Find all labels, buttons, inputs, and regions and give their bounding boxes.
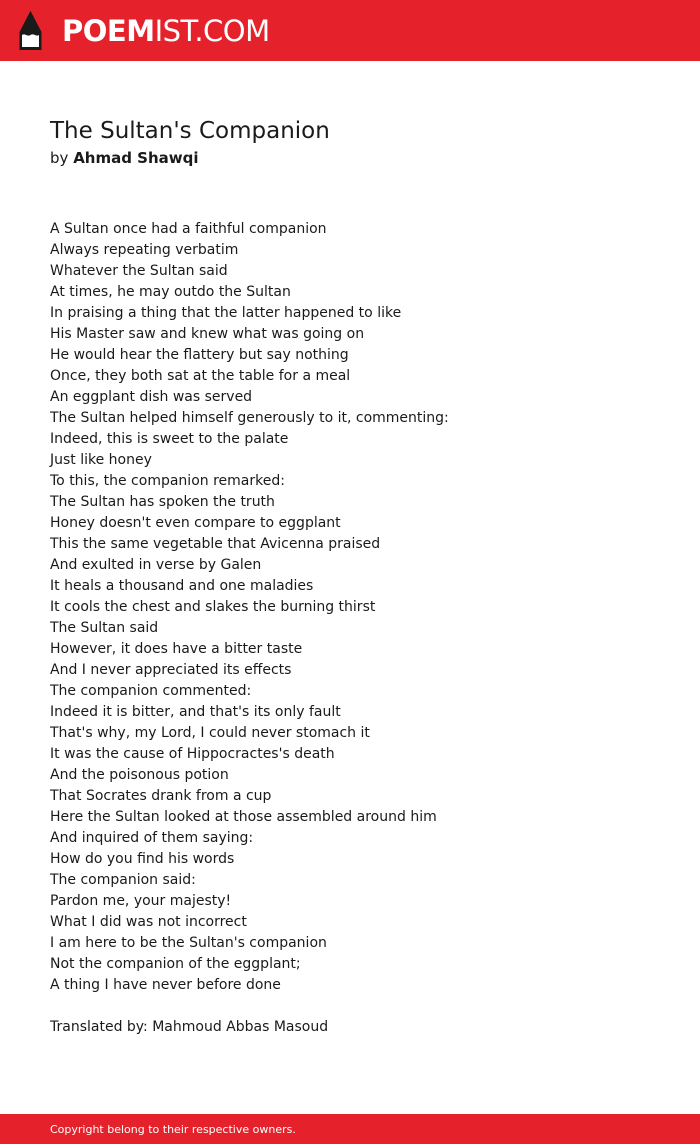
poem-line: Indeed, this is sweet to the palate [50,431,289,447]
poem-line: Honey doesn't even compare to eggplant [50,515,341,531]
poem-line: And I never appreciated its effects [50,662,292,678]
poem-line: The Sultan helped himself generously to it, commenting: [50,410,449,426]
poem-line: Always repeating verbatim [50,242,239,258]
site-header [0,0,700,61]
poem-line: The companion said: [50,872,196,888]
poem-line: However, it does have a bitter taste [50,641,303,657]
poem-line: Not the companion of the eggplant; [50,956,301,972]
poem-title: The Sultan's Companion [50,118,330,144]
site-footer [0,1114,700,1144]
poem-line: I am here to be the Sultan's companion [50,935,327,951]
poem-line: And exulted in verse by Galen [50,557,262,573]
poem-line: A thing I have never before done [50,977,281,993]
poem-line: That's why, my Lord, I could never stomach it [50,725,370,741]
poem-line: Whatever the Sultan said [50,263,228,279]
poem-line: Pardon me, your majesty! [50,893,232,909]
by-label: by [50,149,69,167]
poem-line: Here the Sultan looked at those assembled around him [50,809,437,825]
poem-line: Indeed it is bitter, and that's its only fault [50,704,341,720]
poem-line: Just like honey [50,452,152,468]
poem-line: An eggplant dish was served [50,389,253,405]
poem-line: It cools the chest and slakes the burning thirst [50,599,376,615]
poem-line: That Socrates drank from a cup [50,788,272,804]
poem-line: It was the cause of Hippocractes's death [50,746,335,762]
poem-body [50,219,670,996]
poem-line: At times, he may outdo the Sultan [50,284,291,300]
poem-line: It heals a thousand and one maladies [50,578,314,594]
poem-line: He would hear the flattery but say nothing [50,347,349,363]
byline [50,148,199,169]
poem-line: To this, the companion remarked: [50,473,285,489]
poem-line: The companion commented: [50,683,252,699]
poem-line: And the poisonous potion [50,767,229,783]
poem-line: Once, they both sat at the table for a meal [50,368,351,384]
pencil-icon [18,10,43,51]
poem-line: In praising a thing that the latter happened to like [50,305,402,321]
poem-line: This the same vegetable that Avicenna praised [50,536,381,552]
copyright-notice: Copyright belong to their respective owners. [50,1123,296,1136]
translator-credit: Translated by: Mahmoud Abbas Masoud [50,1019,329,1035]
author-name: Ahmad Shawqi [73,149,199,167]
logo-light-text: IST.COM [154,14,270,48]
poem-line: What I did was not incorrect [50,914,247,930]
poem-line: How do you find his words [50,851,235,867]
site-logo[interactable] [62,13,270,49]
logo-bold-text: POEM [62,14,155,48]
poem-line: A Sultan once had a faithful companion [50,221,327,237]
poem-line: The Sultan said [50,620,159,636]
poem-line: And inquired of them saying: [50,830,254,846]
poem-line: His Master saw and knew what was going on [50,326,365,342]
poem-line: The Sultan has spoken the truth [50,494,275,510]
